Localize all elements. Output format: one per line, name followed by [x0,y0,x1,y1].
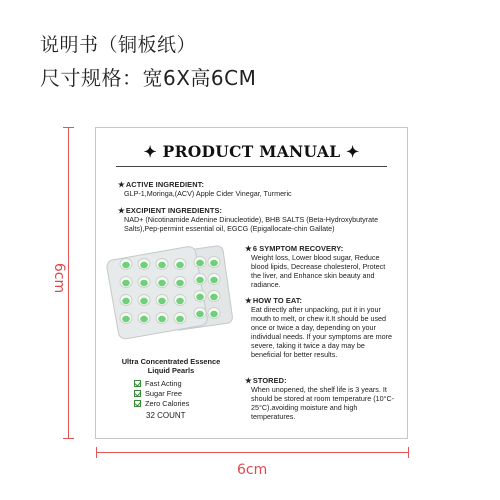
active-ingredient-text: GLP-1,Moringa,(ACV) Apple Cider Vinegar, Turmeric [124,189,292,198]
how-to-eat-section [245,296,395,359]
excipient-heading: EXCIPIENT INGREDIENTS: [125,206,223,215]
pearl-icon [140,262,148,268]
pearl-icon [140,280,148,286]
pearl-icon [158,298,166,304]
pearl-icon [210,277,218,283]
width-dimension-label: 6cm [237,462,268,478]
manual-title: ✦ PRODUCT MANUAL ✦ [143,142,360,161]
star-icon: ★ [118,180,125,189]
pearl-icon [210,311,218,317]
height-dimension-cap-bottom [63,438,74,439]
pearl-icon [176,280,184,286]
pearl-icon [196,277,204,283]
active-ingredient-section [118,180,398,198]
stored-heading: STORED: [252,376,287,385]
height-dimension-line [68,127,69,439]
feature-item: Fast Acting [134,378,189,388]
pearl-icon [196,311,204,317]
spec-size: 尺寸规格：宽6X高6CM [40,66,257,90]
product-name: Ultra Concentrated Essence Liquid Pearls [121,357,221,375]
symptom-recovery-section [245,244,395,289]
checkbox-icon [134,390,141,397]
how-to-eat-heading: HOW TO EAT: [252,296,303,305]
feature-item: Sugar Free [134,388,189,398]
pearl-icon [158,280,166,286]
excipient-section [118,206,403,233]
pearl-icon [158,262,166,268]
height-dimension-label: 6cm [51,262,68,294]
count-label: 32 COUNT [146,411,186,420]
symptom-heading: 6 SYMPTOM RECOVERY: [252,244,344,253]
pearl-icon [140,316,148,322]
star-icon: ★ [245,296,252,305]
checkbox-icon [134,380,141,387]
excipient-text: NAD+ (Nicotinamide Adenine Dinucleotide), BHB SALTS (Beta-Hydroxybutyrate Salts),Pep-permint essential oil, EGCG (Epigallocate-chin Gallate) [124,215,379,233]
pearl-icon [122,298,130,304]
height-dimension-cap-top [63,127,74,128]
product-manual-card [95,127,408,439]
width-dimension-cap-left [96,447,97,458]
pearl-icon [210,294,218,300]
pearl-icon [122,316,130,322]
spec-title: 说明书（铜板纸） [40,34,197,56]
pearl-icon [140,298,148,304]
star-icon: ★ [245,376,252,385]
pearl-icon [122,262,130,268]
title-divider [116,166,387,167]
pearl-icon [176,316,184,322]
width-dimension-line [96,452,409,453]
stored-section [245,376,395,421]
pearl-icon [176,262,184,268]
active-ingredient-heading: ACTIVE INGREDIENT: [125,180,205,189]
pearl-icon [196,294,204,300]
feature-list [134,378,189,408]
stored-text: When unopened, the shelf life is 3 years. It should be stored at room temperature (10°C-25°C).avoiding moisture and high temperatures. [251,385,395,421]
pearl-icon [122,280,130,286]
checkbox-icon [134,400,141,407]
blister-pack-image [106,240,236,340]
symptom-text: Weight loss, Lower blood sugar, Reduce blood lipids, Decrease cholesterol, Protect the liver, and Enhance skin beauty and radiance. [251,253,386,289]
pearl-icon [196,260,204,266]
star-icon: ★ [245,244,252,253]
pearl-icon [176,298,184,304]
star-icon: ★ [118,206,125,215]
pearl-icon [210,260,218,266]
feature-item: Zero Calories [134,398,189,408]
how-to-eat-text: Eat directly after unpacking, put it in your mouth to melt, or chew it.It should be used once or twice a day, depending on your individual needs. If your symptoms are more severe, taking it twice a day may be beneficial for better results. [251,305,393,359]
width-dimension-cap-right [408,447,409,458]
pearl-icon [158,316,166,322]
